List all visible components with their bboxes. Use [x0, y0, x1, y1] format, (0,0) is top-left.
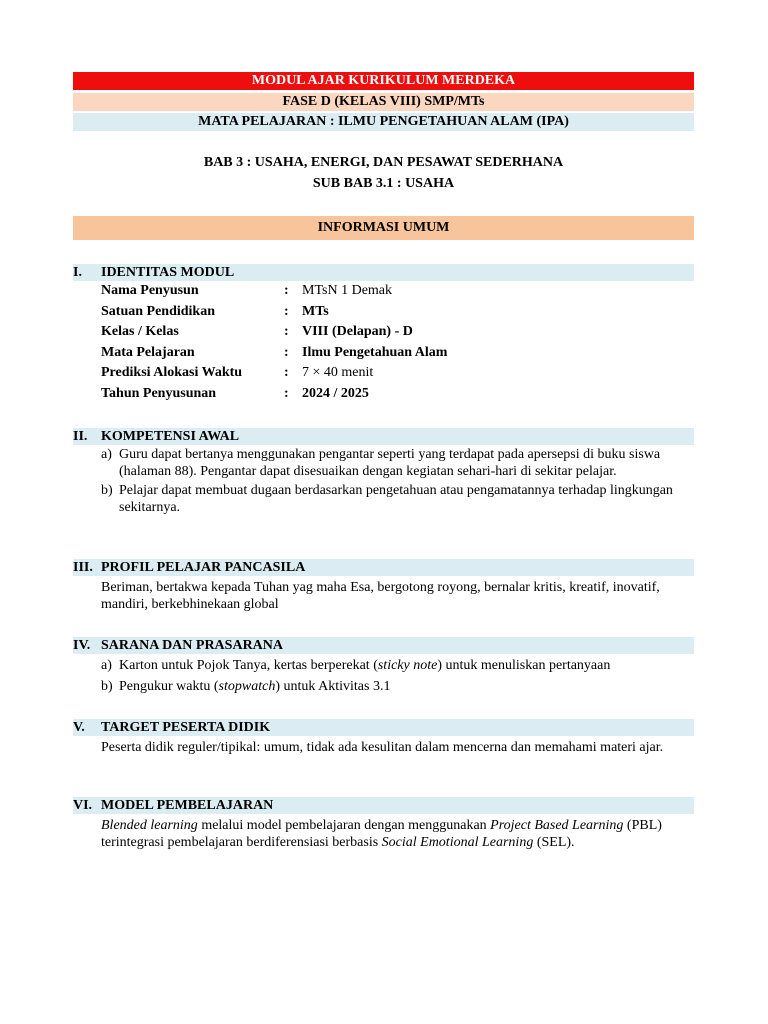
identity-colon: : — [284, 283, 289, 298]
section-number: V. — [73, 720, 85, 735]
identity-colon: : — [284, 303, 289, 319]
identity-row — [101, 384, 694, 405]
section-identitas — [73, 264, 694, 405]
identity-value: VIII (Delapan) - D — [302, 324, 413, 340]
identity-colon: : — [284, 344, 289, 360]
list-item — [101, 446, 694, 480]
text-run: Karton untuk Pojok Tanya, kertas berperekat ( — [119, 658, 378, 673]
section-sarana — [73, 637, 694, 695]
identity-key: Kelas / Kelas — [101, 324, 179, 340]
text-run: (SEL). — [533, 835, 575, 850]
sarana-list — [101, 657, 694, 695]
subject-title: MATA PELAJARAN : ILMU PENGETAHUAN ALAM (IPA) — [73, 113, 694, 131]
section-header — [73, 719, 694, 736]
module-title: MODUL AJAR KURIKULUM MERDEKA — [73, 72, 694, 90]
identity-value: Ilmu Pengetahuan Alam — [302, 344, 448, 360]
section-header — [73, 637, 694, 654]
profil-text: Beriman, bertakwa kepada Tuhan yag maha Esa, bergotong royong, bernalar kritis, kreatif, inovatif, mandiri, berkebhinekaan global — [101, 580, 660, 612]
section-header — [73, 428, 694, 445]
identity-value: MTs — [302, 303, 329, 319]
model-text — [101, 817, 694, 851]
identity-key: Satuan Pendidikan — [101, 303, 215, 319]
chapter-heading — [73, 152, 694, 194]
list-marker: b) — [101, 483, 113, 498]
italic-term: stopwatch — [218, 679, 276, 694]
list-text: Pelajar dapat membuat dugaan berdasarkan pengetahuan atau pengamatannya terhadap lingkungan sekitarnya. — [119, 483, 673, 515]
identity-value: 2024 / 2025 — [302, 385, 369, 401]
section-model — [73, 797, 694, 851]
section-title: TARGET PESERTA DIDIK — [101, 720, 271, 735]
section-title: KOMPETENSI AWAL — [101, 429, 240, 444]
section-header — [73, 559, 694, 576]
identity-row — [101, 322, 694, 343]
section-header — [73, 264, 694, 281]
section-title: MODEL PEMBELAJARAN — [101, 798, 274, 813]
section-title: SARANA DAN PRASARANA — [101, 638, 284, 653]
target-text: Peserta didik reguler/tipikal: umum, tidak ada kesulitan dalam mencerna dan memahami materi ajar. — [101, 740, 664, 755]
identity-table — [101, 281, 694, 405]
text-run: ) untuk menuliskan pertanyaan — [437, 658, 611, 673]
identity-row — [101, 281, 694, 302]
identity-key: Mata Pelajaran — [101, 344, 195, 360]
italic-term: sticky note — [377, 658, 438, 673]
list-text — [119, 657, 694, 674]
section-kompetensi — [73, 428, 694, 516]
list-text — [119, 678, 694, 695]
section-title: IDENTITAS MODUL — [101, 265, 235, 280]
section-number: III. — [73, 560, 93, 575]
identity-colon: : — [284, 324, 289, 340]
text-run: (PBL) terintegrasi pembelajaran berdiferensiasi berbasis — [101, 818, 662, 850]
text-run: Pengukur waktu ( — [119, 679, 219, 694]
italic-term: Social Emotional Learning — [381, 835, 534, 850]
list-item — [101, 678, 694, 695]
italic-term: Blended learning — [101, 818, 198, 833]
list-marker: a) — [101, 658, 112, 673]
text-run: ) untuk Aktivitas 3.1 — [275, 679, 391, 694]
bab-title: BAB 3 : USAHA, ENERGI, DAN PESAWAT SEDERHANA — [203, 155, 564, 170]
info-umum-band: INFORMASI UMUM — [73, 216, 694, 240]
identity-row — [101, 302, 694, 323]
section-profil — [73, 559, 694, 613]
phase-title: FASE D (KELAS VIII) SMP/MTs — [73, 93, 694, 111]
list-item — [101, 657, 694, 674]
section-number: I. — [73, 265, 82, 280]
section-title: PROFIL PELAJAR PANCASILA — [101, 560, 306, 575]
section-number: VI. — [73, 798, 93, 813]
identity-value: MTsN 1 Demak — [302, 283, 393, 298]
identity-colon: : — [284, 385, 289, 401]
section-target — [73, 719, 694, 756]
identity-row — [101, 343, 694, 364]
list-item — [101, 482, 694, 516]
identity-key: Prediksi Alokasi Waktu — [101, 365, 243, 381]
section-number: II. — [73, 429, 88, 444]
section-header — [73, 797, 694, 814]
sub-bab-title: SUB BAB 3.1 : USAHA — [312, 176, 455, 191]
list-marker: a) — [101, 447, 112, 462]
competency-list — [101, 446, 694, 516]
section-number: IV. — [73, 638, 91, 653]
text-run: melalui model pembelajaran dengan menggunakan — [197, 818, 491, 833]
identity-key: Nama Penyusun — [101, 283, 199, 298]
italic-term: Project Based Learning — [490, 818, 624, 833]
identity-key: Tahun Penyusunan — [101, 385, 217, 401]
list-text: Guru dapat bertanya menggunakan pengantar seperti yang terdapat pada apersepsi di buku siswa (halaman 88). Pengantar dapat disesuaikan dengan kegiatan sehari-hari di sekitar pelajar. — [119, 447, 661, 479]
identity-colon: : — [284, 365, 289, 381]
identity-value: 7 × 40 menit — [302, 365, 374, 381]
identity-row — [101, 363, 694, 384]
list-marker: b) — [101, 679, 113, 694]
